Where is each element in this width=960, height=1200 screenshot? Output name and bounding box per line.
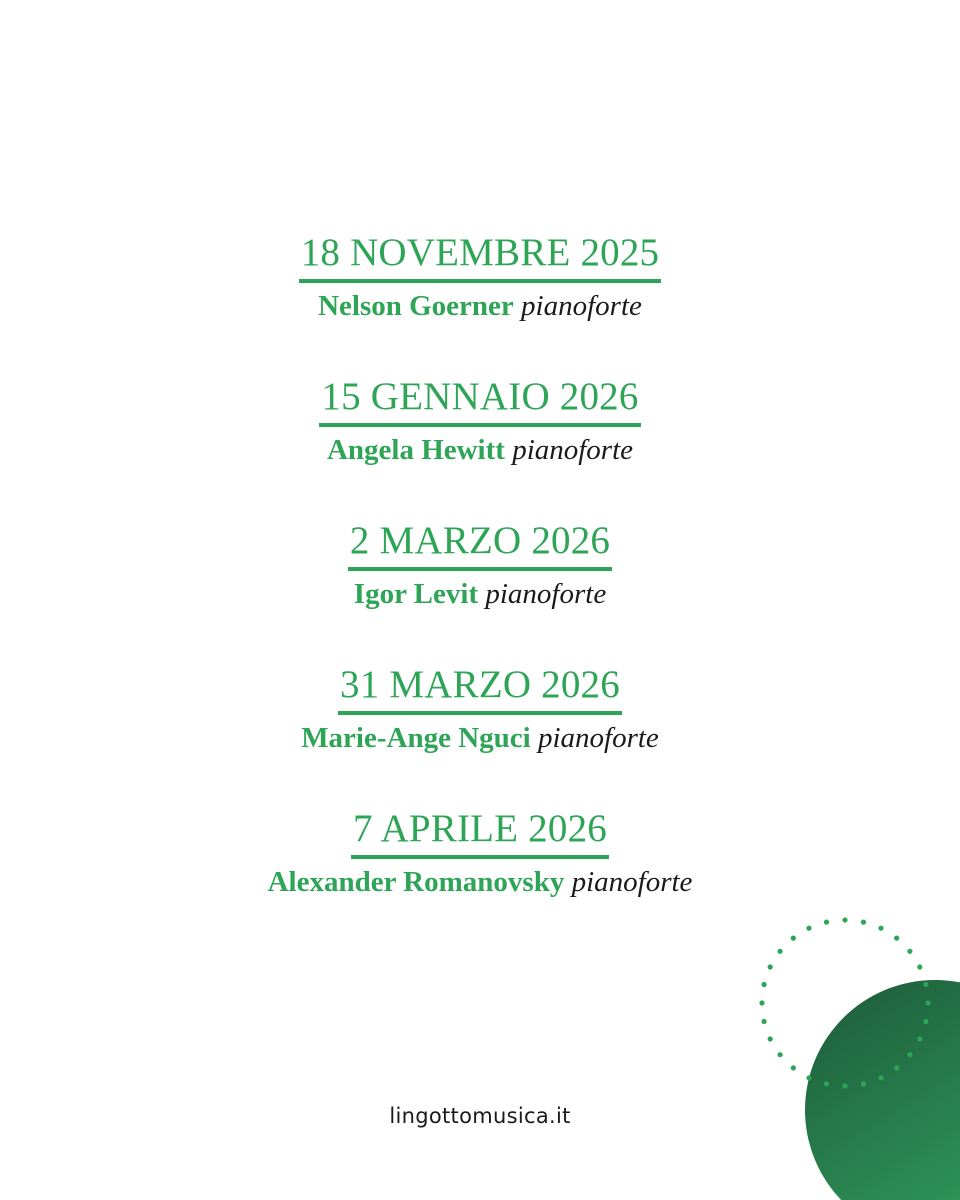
concert-date: 18 NOVEMBRE 2025 xyxy=(299,228,662,283)
ring-dot xyxy=(907,1052,912,1057)
artist-name: Angela Hewitt xyxy=(326,434,505,466)
artist-instrument: pianoforte xyxy=(485,578,607,610)
artist-name: Nelson Goerner xyxy=(318,290,514,322)
website-link[interactable]: lingottomusica.it xyxy=(389,1104,571,1128)
ring-dot xyxy=(778,1052,783,1057)
concert-item xyxy=(348,516,612,613)
concert-artist-line xyxy=(327,431,633,469)
concert-date: 7 APRILE 2026 xyxy=(351,804,609,859)
ring-dot xyxy=(923,982,928,987)
ring-dot xyxy=(778,949,783,954)
ring-dot xyxy=(768,1036,773,1041)
ring-dot xyxy=(762,982,767,987)
concert-date: 31 MARZO 2026 xyxy=(338,660,622,715)
ring-dot xyxy=(917,964,922,969)
concert-date: 15 GENNAIO 2026 xyxy=(319,372,640,427)
artist-instrument: pianoforte xyxy=(571,866,693,898)
concert-item xyxy=(268,804,693,901)
ring-dot xyxy=(878,1075,883,1080)
ring-dot xyxy=(923,1019,928,1024)
concert-artist-line xyxy=(354,575,606,613)
concert-artist-line xyxy=(268,863,693,901)
ring-dot xyxy=(907,949,912,954)
concert-artist-line xyxy=(301,719,659,757)
ring-dot xyxy=(917,1036,922,1041)
ring-dot xyxy=(759,1000,764,1005)
artist-name: Alexander Romanovsky xyxy=(267,866,565,898)
artist-instrument: pianoforte xyxy=(537,722,659,754)
ring-dot xyxy=(894,1065,899,1070)
artist-instrument: pianoforte xyxy=(512,434,634,466)
ring-dot xyxy=(824,1081,829,1086)
green-circle xyxy=(805,980,960,1200)
concert-artist-line xyxy=(318,287,642,325)
concert-item xyxy=(299,228,662,325)
concert-item xyxy=(319,372,640,469)
concert-item xyxy=(301,660,659,757)
artist-name: Igor Levit xyxy=(353,578,479,610)
ring-dot xyxy=(791,1065,796,1070)
ring-dot xyxy=(842,1083,847,1088)
ring-dot xyxy=(861,1081,866,1086)
concert-list xyxy=(0,228,960,948)
ring-dot xyxy=(925,1000,930,1005)
artist-instrument: pianoforte xyxy=(521,290,642,322)
ring-dot xyxy=(762,1019,767,1024)
artist-name: Marie-Ange Nguci xyxy=(301,722,531,754)
ring-dot xyxy=(806,1075,811,1080)
concert-date: 2 MARZO 2026 xyxy=(348,516,612,571)
ring-dot xyxy=(768,964,773,969)
